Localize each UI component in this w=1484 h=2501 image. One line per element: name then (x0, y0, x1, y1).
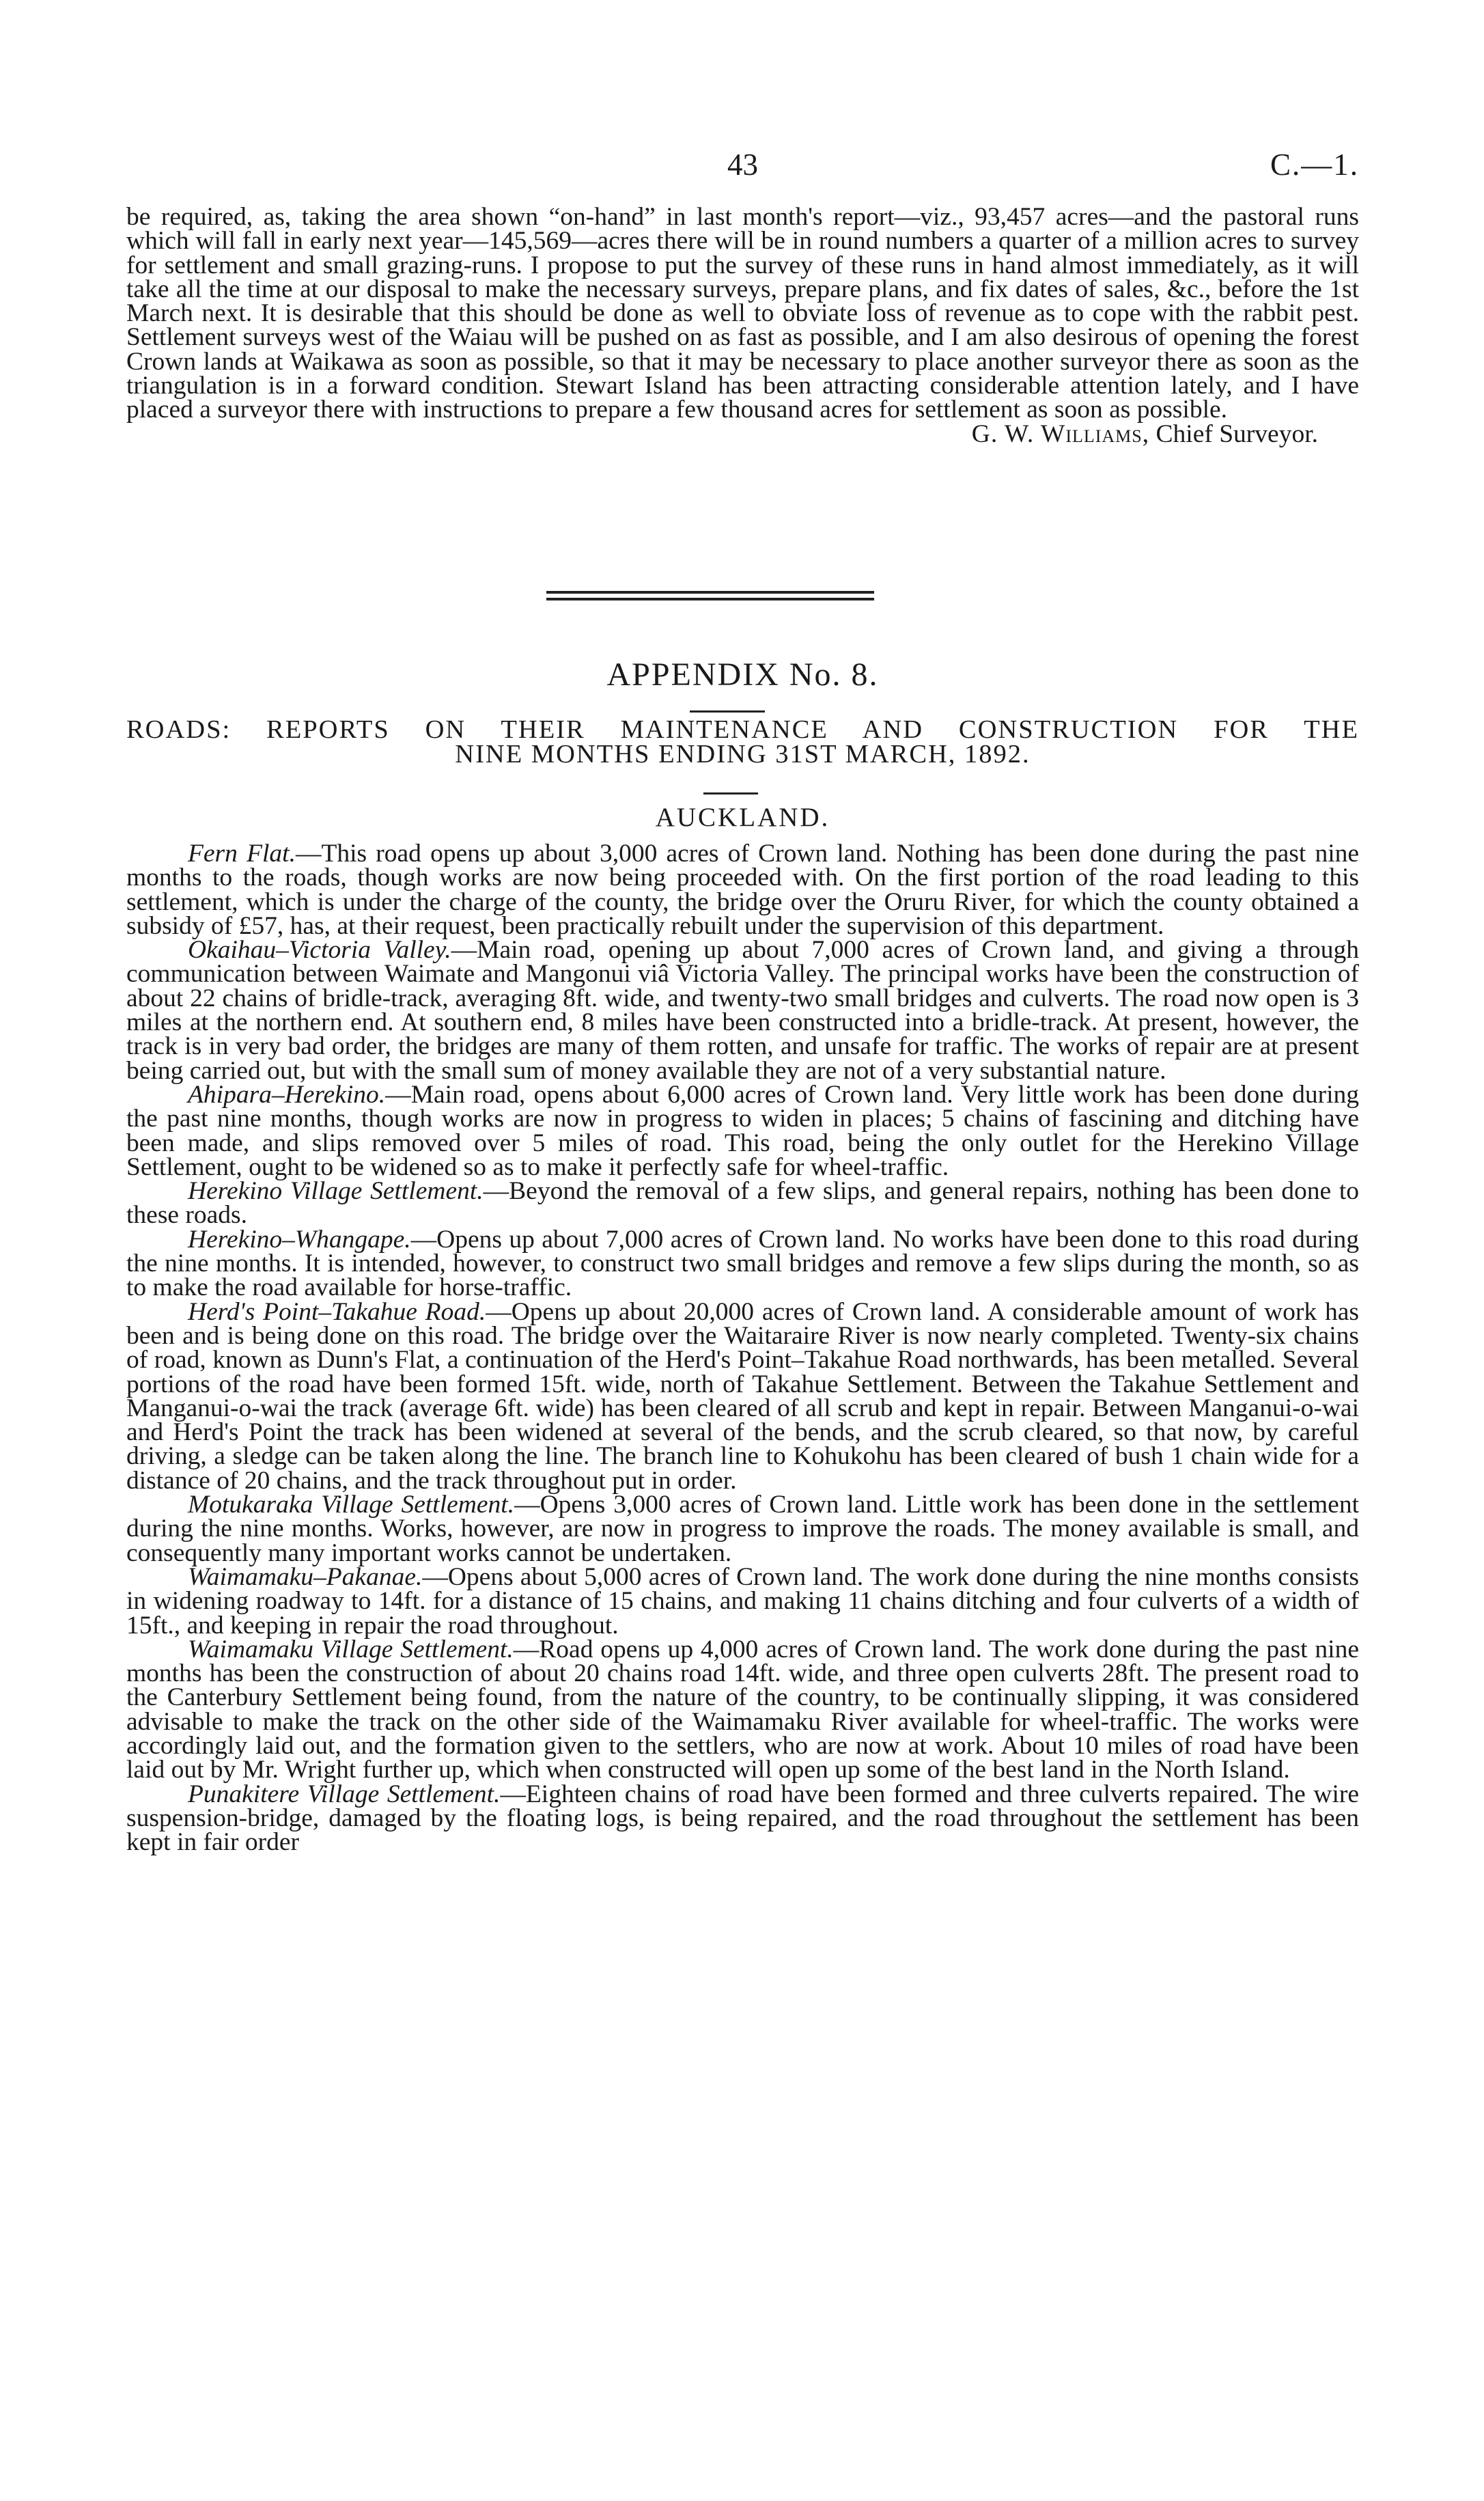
report-entry (126, 842, 1359, 938)
appendix-subtitle (126, 715, 1359, 769)
entry-heading: Herekino Village Settlement. (188, 1177, 484, 1206)
document-reference: C.—1. (1270, 148, 1359, 182)
entry-heading: Waimamaku–Pakanae. (188, 1562, 423, 1591)
report-entry (126, 1080, 1359, 1181)
region-heading: AUCKLAND. (655, 803, 830, 832)
title-rule (690, 710, 765, 713)
page-number: 43 (727, 148, 758, 182)
entry-text: —This road opens up about 3,000 acres of Crown land. Nothing has been done during the past nine months to the roads, though works are now being proceeded with. On the first portion of the road leading to this settlement, which is under the charge of the county, the bridge over the Oruru River, for which the county obtained a subsidy of £57, has, at their request, been practically rebuilt under the supervision of this department. (126, 840, 1360, 940)
entry-heading: Motukaraka Village Settlement. (188, 1491, 515, 1519)
entry-text: —Main road, opening up about 7,000 acres of Crown land, and giving a through communication between Waimate and Mangonui viâ Victoria Valley. The principal works have been the construction of about 22 chains of bridle-track, averaging 8ft. wide, and twenty-two small bridges and culverts. The road now open is 3 miles at the northern end. At southern end, 8 miles have been constructed into a bridle-track. At present, however, the track is in very bad order, the bridges are many of them rotten, and unsafe for traffic. The works of repair are at present being carried out, but with the small sum of money available they are not of a very substantial nature. (126, 936, 1360, 1085)
road-reports (126, 840, 1360, 1857)
subtitle-line-2: NINE MONTHS ENDING 31ST MARCH, 1892. (455, 740, 1031, 769)
report-entry (126, 1562, 1359, 1640)
entry-heading: Punakitere Village Settlement. (188, 1780, 501, 1808)
entry-text: —Road opens up 4,000 acres of Crown land. The work done during the past nine months has been the construction of about 20 chains road 14ft. wide, and three open culverts 28ft. The present road to the Canterbury Settlement being found, from the nature of the country, to be continually slipping, it was considered advisable to make the track on the other side of the Waimamaku River available for wheel-traffic. The works were accordingly laid out, and the formation given to the settlers, who are now at work. About 10 miles of road have been laid out by Mr. Wright further up, which when constructed will open up some of the best land in the North Island. (126, 1635, 1359, 1784)
report-entry (126, 1179, 1359, 1228)
section-divider (546, 591, 874, 600)
report-entry (126, 1297, 1359, 1495)
report-entry (126, 938, 1359, 1083)
signature (126, 419, 1359, 448)
entry-heading: Fern Flat. (188, 840, 296, 868)
entry-heading: Waimamaku Village Settlement. (188, 1635, 514, 1663)
subtitle-line-1: ROADS: REPORTS ON THEIR MAINTENANCE AND CONSTRUCTION FOR THE (126, 715, 1359, 744)
entry-heading: Herd's Point–Takahue Road. (188, 1297, 486, 1326)
page-header (126, 147, 1359, 195)
subtitle-rule (703, 792, 758, 794)
entry-text: —Opens up about 7,000 acres of Crown land. No works have been done to this road during the nine months. It is intended, however, to construct two small bridges and remove a few slips during the month, so as to make the road available for horse-traffic. (126, 1225, 1359, 1302)
entry-text: —Opens up about 20,000 acres of Crown land. A considerable amount of work has been and is being done on this road. The bridge over the Waitaraire River is now nearly completed. Twenty-six chains of road, known as Dunn's Flat, a continuation of the Herd's Point–Takahue Road northwards, has been metalled. Several portions of the road have been formed 15ft. wide, north of Takahue Settlement. Between the Takahue Settlement and Manganui-o-wai the track (average 6ft. wide) has been cleared of all scrub and kept in repair. Between Manganui-o-wai and Herd's Point the track has been widened at several of the bends, and the scrub cleared, so that now, by careful driving, a sledge can be taken along the line. The branch line to Kohukohu has been cleared of bush 1 chain wide for a distance of 20 chains, and the track throughout put in order. (126, 1297, 1359, 1495)
intro-section (126, 205, 1359, 446)
entry-text: —Eighteen chains of road have been formed and three culverts repaired. The wire suspension-bridge, damaged by the floating logs, is being repaired, and the road throughout the settlement has been kept in fair order (126, 1780, 1359, 1857)
entry-heading: Ahipara–Herekino. (188, 1080, 386, 1109)
entry-text: —Opens about 5,000 acres of Crown land. The work done during the nine months consists in widening roadway to 14ft. for a distance of 15 chains, and making 11 chains ditching and four culverts of a width of 15ft., and keeping in repair the road throughout. (126, 1562, 1359, 1640)
report-entry (126, 1493, 1359, 1565)
appendix-title: APPENDIX No. 8. (606, 657, 879, 693)
entry-text: —Main road, opens about 6,000 acres of Crown land. Very little work has been done during the past nine months, though works are now in progress to widen in places; 5 chains of fascining and ditching have been made, and slips removed over 5 miles of road. This road, being the only outlet for the Herekino Village Settlement, ought to be widened so as to make it perfectly safe for wheel-traffic. (126, 1080, 1359, 1181)
report-entry (126, 1225, 1359, 1302)
intro-paragraph: be required, as, taking the area shown “on-hand” in last month's report—viz., 93,457 acres—and the pastoral runs which will fall in early next year—145,569—acres there will be in round numbers a quarter of a million acres to survey for settlement and small grazing-runs. I propose to put the survey of these runs in hand almost immediately, as it will take all the time at our disposal to make the necessary surveys, prepare plans, and fix dates of sales, &c., before the 1st March next. It is desirable that this should be done as well to obviate loss of revenue as to cope with the rabbit pest. Settlement surveys west of the Waiau will be pushed on as fast as possible, and I am also desirous of opening the forest Crown lands at Waikawa as soon as possible, so that it may be necessary to place another surveyor there as soon as the triangulation is in a forward condition. Stewart Island has been attracting considerable attention lately, and I have placed a surveyor there with instructions to prepare a few thousand acres for settlement as soon as possible. (126, 203, 1359, 424)
report-entry (126, 1782, 1359, 1855)
entry-text: —Opens 3,000 acres of Crown land. Little work has been done in the settlement during the nine months. Works, however, are now in progress to improve the roads. The money available is small, and consequently many important works cannot be undertaken. (126, 1491, 1359, 1567)
entry-heading: Herekino–Whangape. (188, 1225, 411, 1254)
signature-title: Chief Surveyor. (1156, 419, 1318, 448)
entry-heading: Okaihau–Victoria Valley. (188, 936, 451, 965)
entry-text: —Beyond the removal of a few slips, and general repairs, nothing has been done to these roads. (126, 1177, 1359, 1230)
signature-name: G. W. Williams, (971, 419, 1150, 448)
report-entry (126, 1635, 1359, 1784)
